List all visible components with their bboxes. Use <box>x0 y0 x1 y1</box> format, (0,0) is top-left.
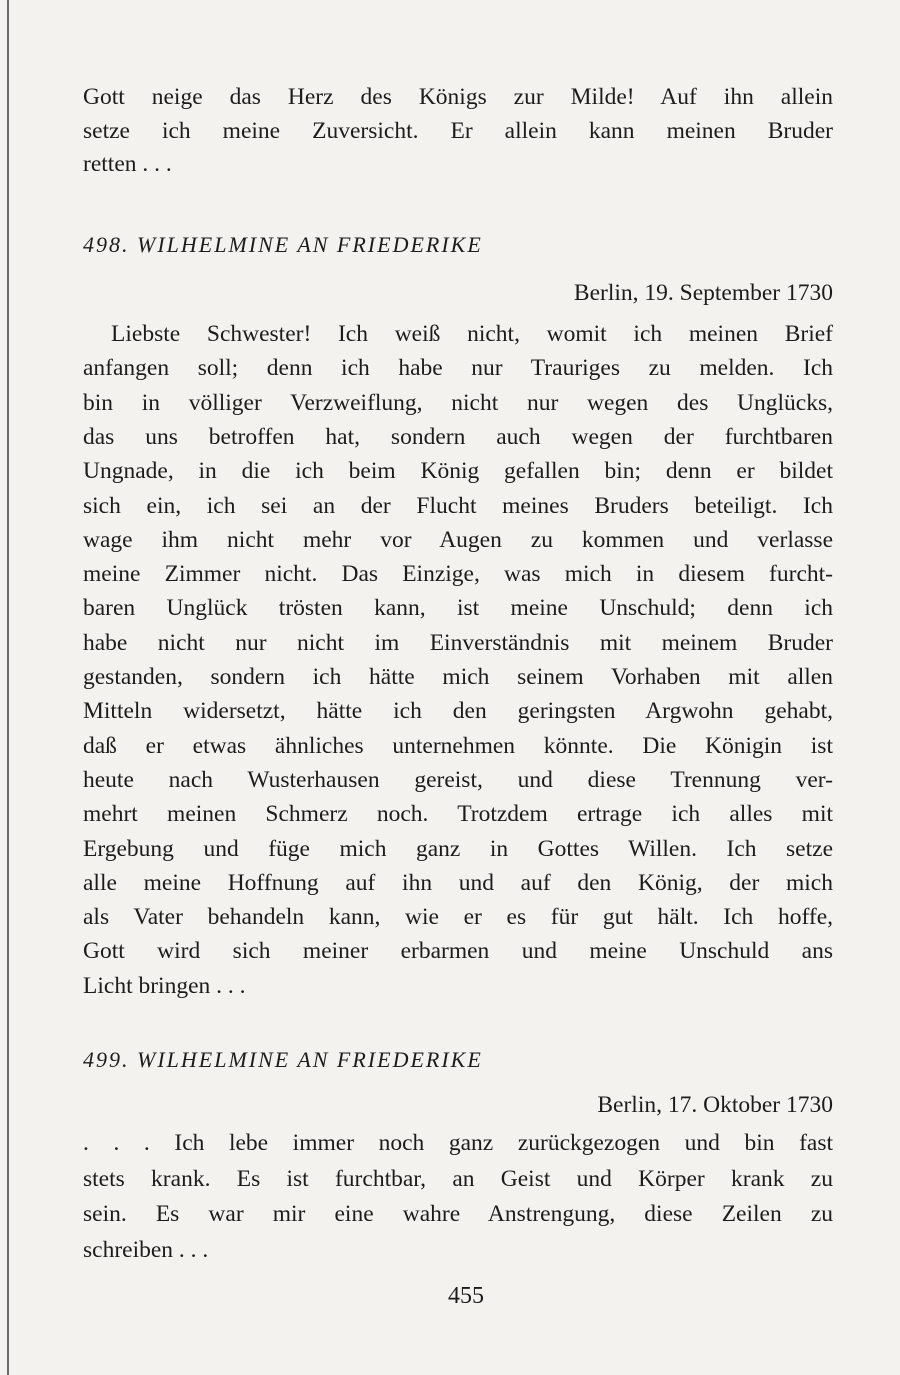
text-line: als Vater behandeln kann, wie er es für gut hält. Ich hoffe, <box>83 904 833 931</box>
text-line: meine Zimmer nicht. Das Einzige, was mich in diesem furcht- <box>83 561 833 588</box>
text-line: Ungnade, in die ich beim König gefallen bin; denn er bildet <box>83 458 833 485</box>
text-line: . . . Ich lebe immer noch ganz zurückgezogen und bin fast <box>83 1130 833 1156</box>
text-line: mehrt meinen Schmerz noch. Trotzdem ertrage ich alles mit <box>83 801 833 828</box>
text-line: schreiben . . . <box>83 1236 209 1263</box>
letter-heading: 499. WILHELMINE AN FRIEDERIKE <box>83 1047 483 1072</box>
text-line: anfangen soll; denn ich habe nur Trauriges zu melden. Ich <box>83 355 833 382</box>
text-line: wage ihm nicht mehr vor Augen zu kommen und verlasse <box>83 526 833 553</box>
text-line: setze ich meine Zuversicht. Er allein kann meinen Bruder <box>83 117 833 144</box>
text-line: Ergebung und füge mich ganz in Gottes Willen. Ich setze <box>83 835 833 862</box>
page-edge <box>7 0 9 1375</box>
letter-heading: 498. WILHELMINE AN FRIEDERIKE <box>83 232 483 257</box>
text-line: retten . . . <box>83 151 172 177</box>
text-line: Mitteln widersetzt, hätte ich den geringsten Argwohn gehabt, <box>83 698 833 725</box>
text-line: heute nach Wusterhausen gereist, und diese Trennung ver- <box>83 766 833 793</box>
text-line: stets krank. Es ist furchtbar, an Geist und Körper krank zu <box>83 1165 833 1192</box>
text-line: daß er etwas ähnliches unternehmen könnte. Die Königin ist <box>83 732 833 759</box>
page-number: 455 <box>448 1283 484 1309</box>
text-line: sich ein, ich sei an der Flucht meines Bruders beteiligt. Ich <box>83 492 833 519</box>
text-line: alle meine Hoffnung auf ihn und auf den König, der mich <box>83 869 833 896</box>
text-line: bin in völliger Verzweiflung, nicht nur wegen des Unglücks, <box>83 389 833 416</box>
letter-date: Berlin, 17. Oktober 1730 <box>597 1092 833 1118</box>
text-line: Gott neige das Herz des Königs zur Milde! Auf ihn allein <box>83 84 833 110</box>
text-line: Liebste Schwester! Ich weiß nicht, womit ich meinen Brief <box>111 321 833 347</box>
text-line: habe nicht nur nicht im Einverständnis mit meinem Bruder <box>83 629 833 656</box>
letter-date: Berlin, 19. September 1730 <box>573 280 833 306</box>
text-line: baren Unglück trösten kann, ist meine Unschuld; denn ich <box>83 595 833 622</box>
text-line: sein. Es war mir eine wahre Anstrengung, diese Zeilen zu <box>83 1201 833 1227</box>
text-line: Licht bringen . . . <box>83 972 246 999</box>
text-line: Gott wird sich meiner erbarmen und meine Unschuld ans <box>83 938 833 965</box>
text-line: gestanden, sondern ich hätte mich seinem Vorhaben mit allen <box>83 664 833 690</box>
text-line: das uns betroffen hat, sondern auch wegen der furchtbaren <box>83 423 833 450</box>
